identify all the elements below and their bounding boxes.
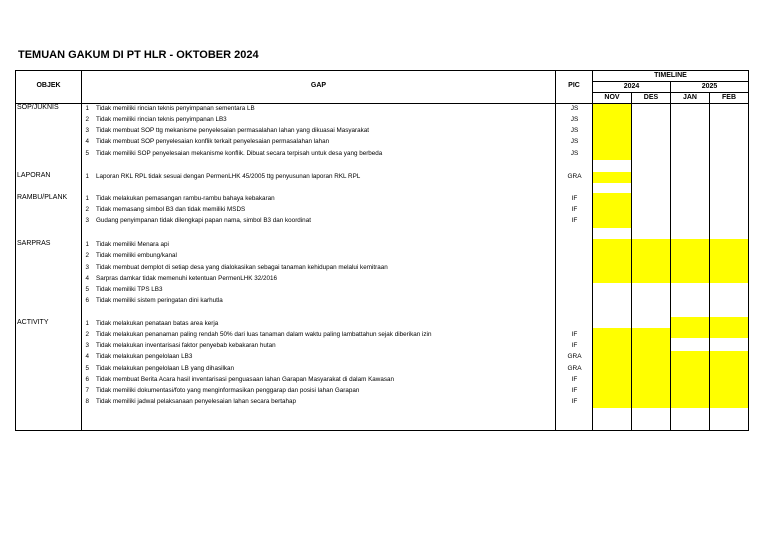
item-number: 6 — [85, 297, 89, 304]
pic-value: JS — [570, 116, 579, 123]
header-month-des: DES — [643, 94, 659, 101]
category-sarpras: SARPRAS — [17, 240, 51, 247]
pic-value: IF — [571, 398, 578, 405]
highlight-activity-feb — [710, 317, 748, 338]
item-number: 4 — [85, 138, 89, 145]
header-month-nov: NOV — [604, 94, 620, 101]
gap-text: Tidak memiliki embung/kanal — [96, 252, 177, 259]
gap-text: Tidak melakukan pengelolaan LB3 — [96, 353, 193, 360]
gap-text: Tidak memiliki SOP penyelesaian mekanisme konflik. Dibuat secara terpisah untuk desa yang berbeda — [96, 150, 383, 157]
item-number: 4 — [85, 275, 89, 282]
gap-text: Tidak memiliki dokumentasi/foto yang menginformasikan penggarap dan posisi lahan Garapan — [96, 387, 360, 394]
gap-text: Tidak melakukan penataan batas area kerja — [96, 320, 219, 327]
item-number: 5 — [85, 150, 89, 157]
document-title: TEMUAN GAKUM DI PT HLR - OKTOBER 2024 — [18, 49, 259, 61]
highlight-sarpras-nov — [593, 239, 631, 283]
item-number: 3 — [85, 342, 89, 349]
highlight-activity-jan — [671, 317, 709, 338]
item-number: 2 — [85, 116, 89, 123]
highlight-sarpras-jan — [671, 239, 709, 283]
border-right — [748, 70, 749, 431]
header-month-jan: JAN — [682, 94, 697, 101]
border-nov-des — [631, 92, 632, 431]
border-header-bottom — [15, 103, 749, 104]
item-number: 1 — [85, 195, 89, 202]
border-jan-feb — [709, 92, 710, 431]
highlight-laporan-nov — [593, 172, 631, 183]
category-rambu-plank: RAMBU/PLANK — [17, 194, 68, 201]
gap-text: Tidak melakukan pemasangan rambu-rambu bahaya kebakaran — [96, 195, 275, 202]
gap-text: Laporan RKL RPL tidak sesuai dengan PermenLHK 45/2005 ttg penyusunan laporan RKL RPL — [96, 173, 361, 180]
item-number: 7 — [85, 387, 89, 394]
item-number: 3 — [85, 217, 89, 224]
category-laporan: LAPORAN — [17, 172, 51, 179]
highlight-sop-nov — [593, 104, 631, 160]
highlight-sarpras-feb — [710, 239, 748, 283]
gap-text: Tidak membuat demplot di setiap desa yang dialokasikan sebagai tanaman kehidupan melalui kemitraan — [96, 264, 388, 271]
border-year-split — [670, 81, 671, 431]
category-sop-juknis: SOP/JUKNIS — [17, 104, 59, 111]
gap-text: Tidak memiliki Menara api — [96, 241, 169, 248]
gap-text: Tidak membuat SOP penyelesaian konflik terkait penyelesaian permasalahan lahan — [96, 138, 330, 145]
item-number: 1 — [85, 105, 89, 112]
header-gap: GAP — [310, 82, 327, 89]
gap-text: Tidak membuat SOP ttg mekanisme penyelesaian permasalahan lahan yang dikuasai Masyarakat — [96, 127, 370, 134]
gap-text: Tidak membuat Berita Acara hasil inventarisasi penguasaan lahan Garapan Masyarakat di dalam Kawasan — [96, 376, 394, 383]
pic-value: IF — [571, 217, 578, 224]
pic-value: JS — [570, 150, 579, 157]
highlight-activity-feb-lower — [710, 351, 748, 408]
item-number: 1 — [85, 320, 89, 327]
border-top — [15, 70, 749, 71]
item-number: 2 — [85, 206, 89, 213]
pic-value: IF — [571, 331, 578, 338]
gap-text: Tidak memiliki jadwal pelaksanaan penyelesaian lahan secara bertahap — [96, 398, 296, 405]
gap-text: Tidak memasang simbol B3 dan tidak memiliki MSDS — [96, 206, 246, 213]
border-bottom — [15, 430, 749, 431]
item-number: 2 — [85, 331, 89, 338]
highlight-sarpras-des — [632, 239, 670, 283]
header-objek: OBJEK — [36, 82, 61, 89]
pic-value: JS — [570, 127, 579, 134]
highlight-activity-jan-lower — [671, 351, 709, 408]
header-year-2025: 2025 — [701, 83, 718, 90]
pic-value: IF — [571, 376, 578, 383]
gap-text: Tidak memiliki rincian teknis penyimpanan sementara LB — [96, 105, 255, 112]
pic-value: GRA — [567, 365, 582, 372]
highlight-activity-nov — [593, 328, 631, 408]
pic-value: IF — [571, 195, 578, 202]
category-activity: ACTIVITY — [17, 319, 49, 326]
item-number: 4 — [85, 353, 89, 360]
gap-text: Tidak melakukan inventarisasi faktor penyebab kebakaran hutan — [96, 342, 276, 349]
highlight-activity-des — [632, 328, 670, 408]
border-left — [15, 70, 16, 431]
header-month-feb: FEB — [722, 94, 736, 101]
header-pic: PIC — [568, 82, 580, 89]
item-number: 1 — [85, 173, 89, 180]
gap-text: Tidak memiliki rincian teknis penyimpanan LB3 — [96, 116, 227, 123]
item-number: 3 — [85, 264, 89, 271]
gap-text: Gudang penyimpanan tidak dilengkapi papan nama, simbol B3 dan koordinat — [96, 217, 311, 224]
gap-text: Tidak melakukan pengelolaan LB yang dihasilkan — [96, 365, 235, 372]
item-number: 1 — [85, 241, 89, 248]
item-number: 3 — [85, 127, 89, 134]
pic-value: IF — [571, 342, 578, 349]
header-timeline: TIMELINE — [654, 72, 687, 79]
item-number: 8 — [85, 398, 89, 405]
item-number: 6 — [85, 376, 89, 383]
gap-text: Tidak memiliki TPS LB3 — [96, 286, 163, 293]
pic-value: IF — [571, 206, 578, 213]
gap-text: Tidak melakukan penanaman paling rendah 50% dari luas tanaman dalam waktu paling lambattahun sejak diberikan izin — [96, 331, 432, 338]
header-year-2024: 2024 — [623, 83, 640, 90]
item-number: 2 — [85, 252, 89, 259]
pic-value: IF — [571, 387, 578, 394]
highlight-rambu-nov — [593, 193, 631, 228]
gap-text: Tidak memiliki sistem peringatan dini karhutla — [96, 297, 223, 304]
pic-value: JS — [570, 138, 579, 145]
item-number: 5 — [85, 286, 89, 293]
gap-text: Sarpras damkar tidak memenuhi ketentuan PermenLHK 32/2016 — [96, 275, 277, 282]
pic-value: GRA — [567, 173, 582, 180]
pic-value: JS — [570, 105, 579, 112]
item-number: 5 — [85, 365, 89, 372]
pic-value: GRA — [567, 353, 582, 360]
